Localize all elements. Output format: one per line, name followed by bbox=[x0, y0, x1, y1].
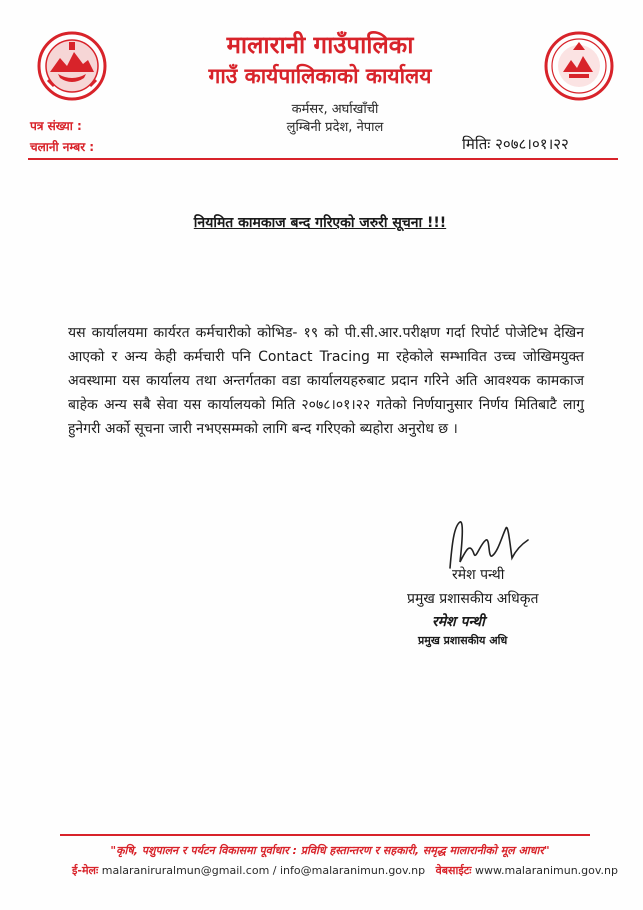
footer-divider bbox=[60, 834, 590, 836]
website-link[interactable]: www.malaranimun.gov.np bbox=[475, 864, 618, 877]
signatory-name: रमेश पन्थी bbox=[452, 567, 505, 583]
municipality-seal-icon bbox=[543, 30, 615, 102]
dispatch-number-label: चलानी नम्बर : bbox=[30, 140, 95, 154]
signatory-designation: प्रमुख प्रशासकीय अधिकृत bbox=[407, 591, 539, 607]
stamp-designation: प्रमुख प्रशासकीय अधि bbox=[418, 634, 508, 647]
government-emblem-icon bbox=[36, 30, 108, 102]
notice-subject: नियमित कामकाज बन्द गरिएको जरुरी सूचना !!! bbox=[193, 215, 447, 231]
notice-body: यस कार्यालयमा कार्यरत कर्मचारीको कोभिड- १९ को पी.सी.आर.परीक्षण गर्दा रिपोर्ट पोजेटिभ देखिन आएको र अन्य केही कर्मचारी पनि Contact Tracing मा रहेकोले सम्भावित उच्च जोखिमयुक्त अवस्थामा यस कार्यालय तथा अन्तर्गतका वडा कार्यालयहरुबाट प्रदान गरिने अति आवश्यक कामकाज बाहेक अन्य सबै सेवा यस कार्यालयको मिति २०७८।०१।२२ गतेको निर्णयानुसार निर्णय मितिबाटै लागु हुनेगरी अर्को सूचना जारी नभएसम्मको लागि बन्द गरिएको ब्यहोरा अनुरोध छ । bbox=[68, 325, 584, 437]
email-addresses[interactable]: malaraniruralmun@gmail.com / info@malaranimun.gov.np bbox=[101, 864, 426, 877]
website-label: वेबसाईटः bbox=[435, 864, 472, 877]
letter-date: मितिः २०७८।०१।२२ bbox=[462, 135, 569, 153]
stamp-name: रमेश पन्थी bbox=[432, 614, 485, 630]
footer-contact bbox=[72, 863, 618, 878]
office-subtitle-heading: गाउँ कार्यपालिकाको कार्यालय bbox=[208, 64, 432, 88]
reference-number-label: पत्र संख्या : bbox=[30, 119, 82, 133]
office-name-heading: मालारानी गाउँपालिका bbox=[226, 31, 414, 59]
header-divider bbox=[28, 158, 618, 160]
footer-motto: "कृषि, पशुपालन र पर्यटन विकासमा पूर्वाधार : प्रविधि हस्तान्तरण र सहकारी, समृद्ध मालारानीको मूल आधार" bbox=[110, 844, 550, 857]
email-label: ई-मेलः bbox=[72, 864, 99, 877]
address-line-2: लुम्बिनी प्रदेश, नेपाल bbox=[286, 120, 384, 135]
address-line-1: कर्मसर, अर्घाखाँची bbox=[291, 102, 379, 117]
